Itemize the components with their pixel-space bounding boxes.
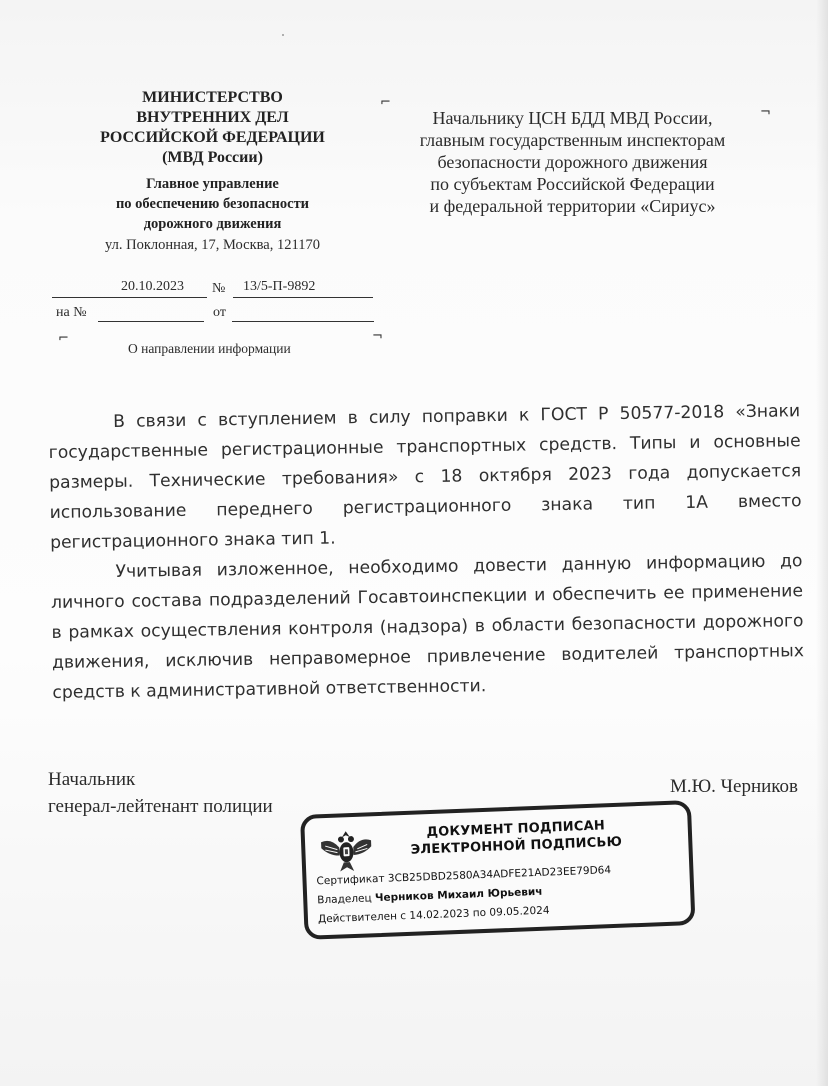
electronic-signature-stamp — [300, 800, 696, 940]
department-line: по обеспечению безопасности — [115, 196, 310, 212]
number-sign: № — [212, 281, 226, 296]
ministry-line: РОССИЙСКОЙ ФЕДЕРАЦИИ — [100, 129, 325, 146]
reference-underline — [98, 321, 204, 322]
addressee-line: по субъектам Российской Федерации — [430, 174, 715, 194]
ministry-line: МИНИСТЕРСТВО — [142, 89, 283, 106]
corner-mark: ⌐ — [58, 331, 69, 346]
department-line: Главное управление — [146, 176, 279, 192]
certificate-value: 3CB25DBD2580A34ADFE21AD23EE79D64 — [387, 864, 612, 885]
signatory-rank: генерал-лейтенант полиции — [48, 796, 273, 817]
letter-subject: О направлении информации — [128, 341, 291, 356]
owner-label: Владелец — [317, 892, 372, 907]
letter-date: 20.10.2023 — [121, 279, 184, 294]
department-line: дорожного движения — [143, 216, 282, 232]
corner-mark: ⌐ — [380, 95, 391, 110]
addressee-line: и федеральной территории «Сириус» — [429, 196, 716, 216]
mvd-eagle-emblem-icon — [316, 824, 376, 878]
signatory-name: М.Ю. Черников — [670, 776, 799, 797]
from-label: от — [213, 305, 226, 320]
ministry-line: (МВД России) — [162, 149, 263, 166]
addressee-line: главным государственным инспекторам — [419, 130, 726, 150]
addressee-block — [390, 107, 755, 217]
reference-label: на № — [56, 305, 87, 320]
stamp-title — [400, 816, 631, 859]
sender-address: ул. Поклонная, 17, Москва, 121170 — [105, 237, 320, 253]
page-edge-shadow — [816, 0, 828, 1086]
signatory-position: Начальник — [48, 769, 136, 790]
letter-body — [48, 396, 805, 708]
date-underline — [52, 297, 207, 298]
letter-number: 13/5-П-9892 — [243, 279, 316, 294]
stamp-validity-row: Действителен с 14.02.2023 по 09.05.2024 — [317, 904, 550, 926]
stamp-owner-row — [317, 886, 543, 907]
stamp-title-line: ДОКУМЕНТ ПОДПИСАН — [426, 818, 606, 841]
speck — [282, 34, 284, 36]
owner-value: Черников Михаил Юрьевич — [374, 885, 543, 905]
addressee-line: безопасности дорожного движения — [437, 152, 708, 172]
ministry-line: ВНУТРЕННИХ ДЕЛ — [136, 109, 289, 126]
corner-mark: ¬ — [760, 105, 771, 120]
signatory-title — [48, 766, 273, 820]
certificate-label: Сертификат — [316, 872, 385, 888]
body-paragraph: В связи с вступлением в силу поправки к ГОСТ Р 50577-2018 «Знаки государственные регистрационные транспортных средств. Типы и основные размеры. Технические требования» с 18 октября 2023 года допускается использование переднего регистрационного знака тип 1А вместо регистрационного знака тип 1. — [48, 401, 802, 553]
addressee-line: Начальнику ЦСН БДД МВД России, — [432, 108, 713, 128]
from-underline — [232, 321, 374, 322]
number-underline — [233, 297, 373, 298]
sender-header — [50, 88, 375, 256]
corner-mark: ¬ — [372, 329, 383, 344]
stamp-title-line: ЭЛЕКТРОННОЙ ПОДПИСЬЮ — [410, 834, 623, 858]
body-paragraph: Учитывая изложенное, необходимо довести данную информацию до личного состава подразделений Госавтоинспекции и обеспечить ее применение в рамках осуществления контроля (надзора) в области безопасности дорожного движения, исключив неправомерное привлечение водителей транспортных средств к административной ответственности. — [50, 551, 805, 703]
